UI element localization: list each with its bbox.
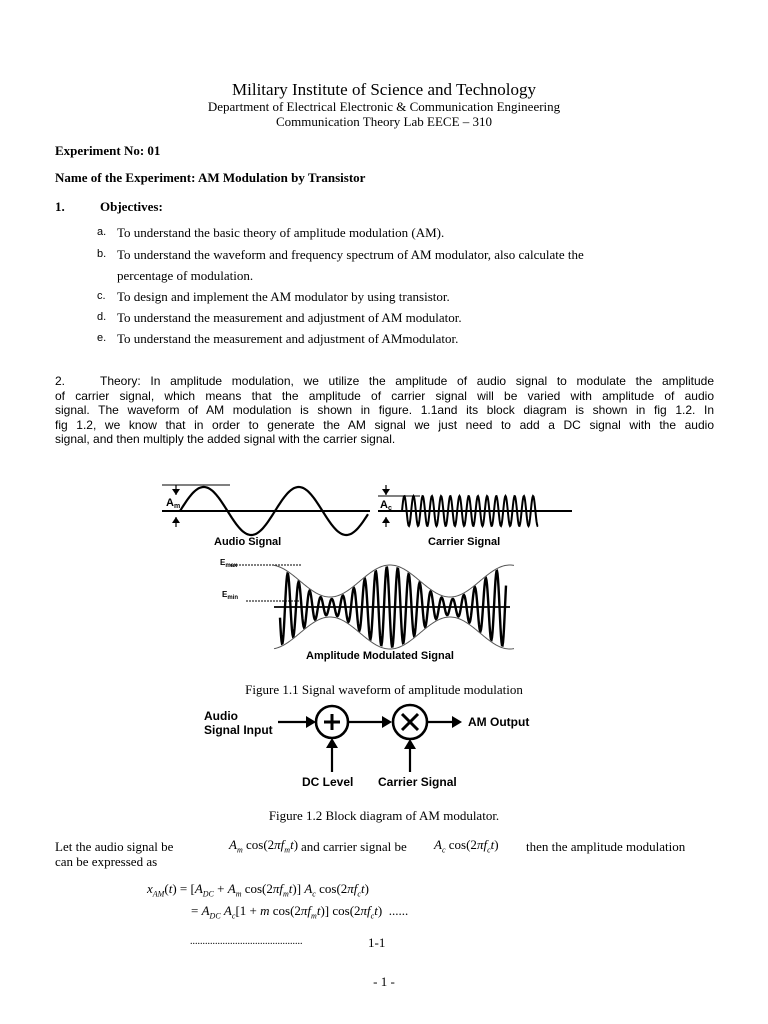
expressed-as-line: can be expressed as: [55, 854, 158, 869]
modulation-sentence-end: then the amplitude modulation: [526, 839, 686, 854]
objective-text: To understand the basic theory of amplitude modulation (AM).: [117, 225, 445, 240]
figure-am-waveforms: [150, 455, 590, 665]
objective-label: a.: [97, 226, 107, 238]
experiment-name: Name of the Experiment: AM Modulation by Transistor: [55, 170, 366, 185]
output-arrow-head: [452, 716, 462, 728]
am-output-label: AM Output: [468, 715, 530, 729]
input-arrow-head: [306, 716, 316, 728]
figure-1-2-caption: Figure 1.2 Block diagram of AM modulator.: [268, 808, 500, 823]
theory-line-4: fig 1.2, we know that in order to generate the AM signal we just need to add a DC signal with the audio: [55, 417, 714, 432]
objective-label: b.: [97, 248, 107, 260]
ac-arrow-top-head: [382, 489, 390, 495]
am-signal-label: Amplitude Modulated Signal: [306, 650, 454, 662]
equation-trailing-dots: ......: [388, 903, 409, 918]
institution-title: Military Institute of Science and Technology: [232, 80, 536, 99]
am-arrow-top-head: [172, 489, 180, 495]
theory-number: 2.: [55, 374, 66, 388]
objective-b-continued: percentage of modulation.: [117, 268, 254, 283]
equation-line-1: $x_{AM}(t) = [A_{DC} + A_m$ $\cos(2\pi f_mt)$] $A_c$ $\cos(2\pi f_ct)$: [147, 881, 369, 899]
equation-number-dots: .............................................: [190, 936, 303, 947]
mid-arrow-head: [382, 716, 392, 728]
audio-signal-sentence: Let the audio signal be: [55, 839, 174, 854]
figure-block-diagram: [190, 700, 570, 795]
objective-label: e.: [97, 332, 107, 344]
theory-line-3: signal. The waveform of AM modulation is shown in figure. 1.1and its block diagram is shown in fig 1.2. In: [55, 403, 714, 418]
figure-1-1-caption: Figure 1.1 Signal waveform of amplitude modulation: [245, 682, 523, 697]
theory-line-2: of carrier signal, which means that the amplitude of carrier signal will be varied with amplitude of audio: [55, 388, 714, 403]
objectives-number: 1.: [55, 199, 65, 214]
dc-arrow-head: [326, 738, 338, 748]
experiment-number: Experiment No: 01: [55, 143, 161, 158]
audio-signal-formula: $A_m$ $\cos(2\pi f_mt)$: [229, 837, 299, 855]
objective-text: To understand the measurement and adjustment of AMmodulator.: [117, 331, 459, 346]
audio-input-label-1: Audio: [204, 709, 238, 723]
ac-arrow-bottom-head: [382, 517, 390, 523]
objective-label: d.: [97, 311, 107, 323]
objective-label: c.: [97, 290, 106, 302]
theory-line-5: signal, and then multiply the added signal with the carrier signal.: [55, 432, 396, 447]
emax-label: $E_{max}$: [220, 558, 238, 569]
emin-label: $E_{min}$: [222, 590, 239, 601]
am-amplitude-label: Am: [166, 497, 181, 510]
objective-text: To understand the measurement and adjustment of AM modulator.: [117, 310, 462, 325]
objectives-heading: Objectives:: [100, 199, 163, 214]
audio-input-label-2: Signal Input: [204, 723, 273, 737]
equation-line-2: = $A_{DC}$ $A_c[1 + m$ $\cos(2\pi f_mt)$] $\cos(2\pi f_ct)$ ......: [191, 903, 409, 921]
carrier-arrow-head: [404, 739, 416, 749]
department-line: Department of Electrical Electronic & Communication Engineering: [207, 99, 561, 114]
objective-text: To design and implement the AM modulator by using transistor.: [117, 289, 450, 304]
objective-text: To understand the waveform and frequency spectrum of AM modulator, also calculate the: [117, 247, 584, 262]
page-number: - 1 -: [373, 974, 395, 989]
carrier-signal-formula: $A_c$ $\cos(2\pi f_ct)$: [434, 837, 499, 855]
audio-signal-label: Audio Signal: [214, 536, 282, 548]
carrier-signal-label: Carrier Signal: [428, 536, 501, 548]
am-arrow-bottom-head: [172, 517, 180, 523]
ac-amplitude-label: Ac: [380, 499, 392, 512]
dc-level-label: DC Level: [302, 775, 354, 789]
theory-line-1: Theory: In amplitude modulation, we utilize the amplitude of audio signal to modulate the amplitude: [100, 374, 714, 388]
equation-number: 1-1: [368, 935, 386, 950]
course-line: Communication Theory Lab EECE – 310: [275, 114, 493, 129]
carrier-signal-input-label: Carrier Signal: [378, 775, 457, 789]
carrier-signal-sentence: and carrier signal be: [301, 839, 407, 854]
